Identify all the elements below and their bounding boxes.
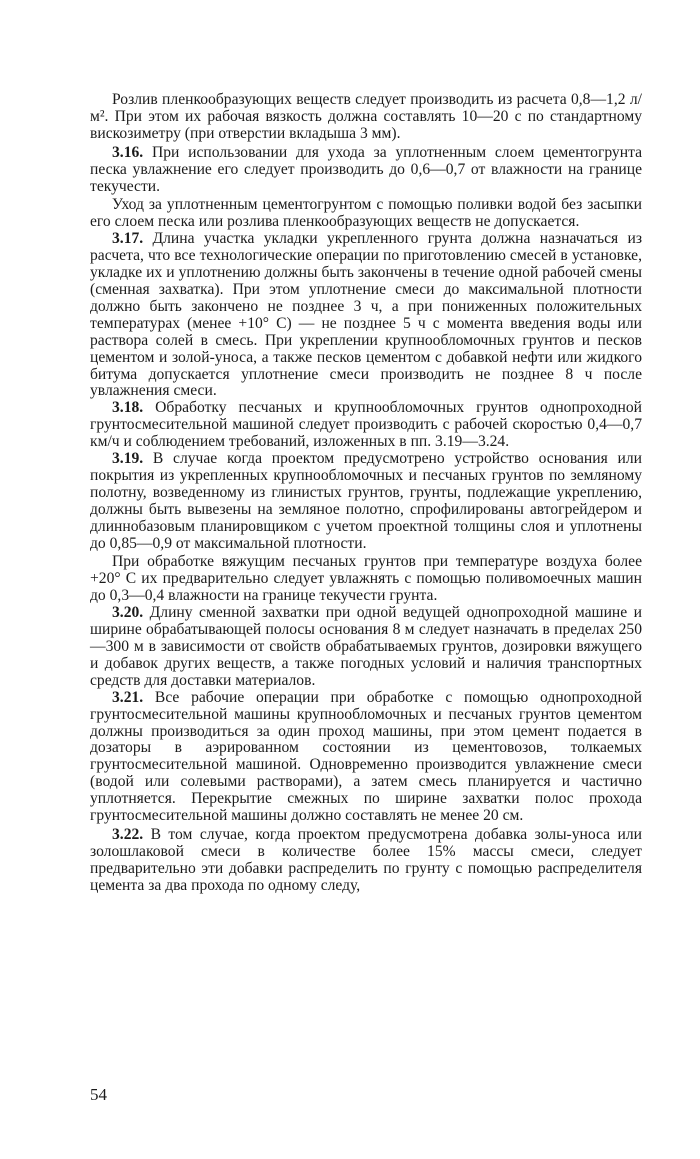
paragraph-3-16	[90, 145, 642, 196]
paragraph-text: В случае когда проектом предусмотрено устройство основания или покрытия из укрепленных крупнообломочных и песчаных грунтов по земляному полотну, возведенному из глинистых грунтов, грунты, подлежащие укреплению, должны быть вывезены на земляное полотно, спрофилированы автогрейдером и длиннобазовым планировщиком с учетом проектной толщины слоя и уплотнены до 0,85—0,9 от максимальной плотности.	[90, 450, 642, 552]
paragraph-3-17	[90, 231, 642, 400]
paragraph-3-21	[90, 690, 642, 825]
paragraph-3-18	[90, 400, 642, 451]
paragraph-text: Обработку песчаных и крупнообломочных грунтов однопроходной грунтосмесительной машиной следует производить с рабочей скоростью 0,4—0,7 км/ч и соблюдением требований, изложенных в пп. 3.19—3.24.	[90, 399, 642, 451]
section-number: 3.16.	[112, 143, 144, 161]
paragraph-text: Уход за уплотненным цементогрунтом с помощью поливки водой без засыпки его слоем песка или розлива пленкообразующих веществ не допускается.	[90, 196, 642, 231]
paragraph-text: Длину сменной захватки при одной ведущей однопроходной машине и ширине обрабатывающей полосы основания 8 м следует назначать в пределах 250—300 м в зависимости от свойств обрабатываемых грунтов, дозировки вяжущего и добавок других веществ, а также погодных условий и наличия транспортных средств для доставки материалов.	[90, 604, 642, 689]
paragraph-3-20	[90, 605, 642, 690]
section-number: 3.19.	[112, 450, 144, 468]
paragraph-intro	[90, 92, 642, 143]
paragraph-text: При обработке вяжущим песчаных грунтов при температуре воздуха более +20° С их предварительно следует увлажнять с помощью поливомоечных машин до 0,3—0,4 влажности на границе текучести грунта.	[90, 553, 642, 605]
paragraph-binder	[90, 554, 642, 605]
paragraph-text: В том случае, когда проектом предусмотрена добавка золы-уноса или золошлаковой смеси в количестве более 15% массы смеси, следует предварительно эти добавки распределить по грунту с помощью распределителя цемента за два прохода по одному следу,	[90, 825, 642, 894]
paragraph-text: При использовании для ухода за уплотненным слоем цементогрунта песка увлажнение его следует производить до 0,6—0,7 от влажности на границе текучести.	[90, 143, 642, 195]
page-body	[90, 92, 642, 895]
paragraph-3-22	[90, 827, 642, 895]
paragraph-text: Все рабочие операции при обработке с помощью однопроходной грунтосмесительной машины крупнообломочных и песчаных грунтов цементом должны производиться за один проход машины, при этом цемент подается в дозаторы в аэрированном состоянии из цементовозов, толкаемых грунтосмесительной машиной. Одновременно производится увлажнение смеси (водой или солевыми растворами), а затем смесь планируется и частично уплотняется. Перекрытие смежных по ширине захватки полос прохода грунтосмесительной машины должно составлять не менее 20 см.	[90, 688, 642, 825]
paragraph-text: Розлив пленкообразующих веществ следует производить из расчета 0,8—1,2 л/м². При этом их рабочая вязкость должна составлять 10—20 с по стандартному вискозиметру (при отверстии вкладыша 3 мм).	[90, 91, 642, 142]
section-number: 3.22.	[112, 825, 144, 843]
section-number: 3.20.	[112, 604, 144, 622]
section-number: 3.18.	[112, 399, 144, 417]
section-number: 3.21.	[112, 688, 144, 706]
paragraph-text: Длина участка укладки укрепленного грунта должна назначаться из расчета, что все технологические операции по приготовлению смесей в установке, укладке их и уплотнению должны быть закончены в течение одной рабочей смены (сменная захватка). При этом уплотнение смеси до максимальной плотности должно быть закончено не позднее 3 ч, а при пониженных положительных температурах (менее +10° С) — не позднее 5 ч с момента введения воды или раствора солей в смесь. При укреплении крупнообломочных грунтов и песков цементом и золой-уноса, а также песков цементом с добавкой нефти или жидкого битума допускается уплотнение смеси производить не позднее 8 ч после увлажнения смеси.	[90, 230, 642, 400]
section-number: 3.17.	[112, 230, 144, 248]
paragraph-3-19	[90, 451, 642, 552]
paragraph-care	[90, 197, 642, 231]
page-number: 54	[90, 1085, 107, 1104]
